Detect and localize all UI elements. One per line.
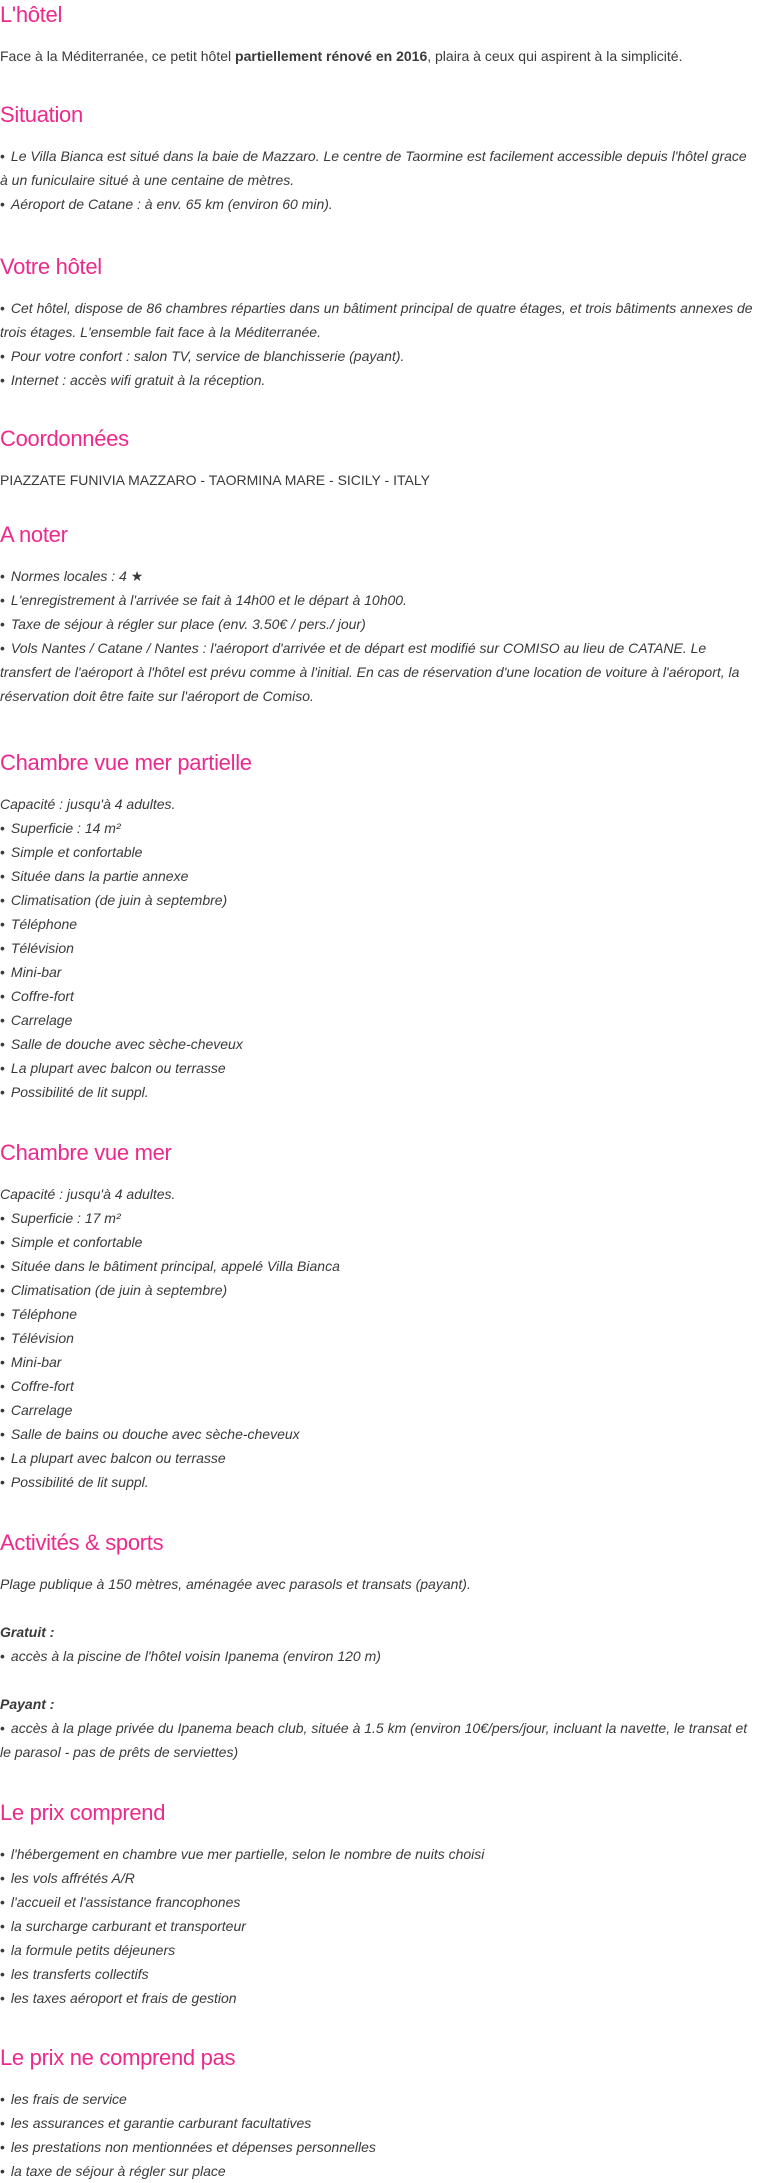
list-item: • Simple et confortable xyxy=(0,1230,758,1254)
list-item: • Possibilité de lit suppl. xyxy=(0,1470,758,1494)
section-title-prix-comprend: Le prix comprend xyxy=(0,1800,166,1825)
list-item: • L'enregistrement à l'arrivée se fait à 14h00 et le départ à 10h00. xyxy=(0,588,758,612)
list-item: • Le Villa Bianca est situé dans la baie de Mazzaro. Le centre de Taormine est facilement accessible depuis l'hôtel grace à un funiculaire situé à une centaine de mètres. xyxy=(0,144,758,192)
section-activites xyxy=(0,1528,758,1798)
list-item: • Salle de bains ou douche avec sèche-cheveux xyxy=(0,1422,758,1446)
list-item: • La plupart avec balcon ou terrasse xyxy=(0,1056,758,1080)
section-title-activites: Activités & sports xyxy=(0,1530,164,1555)
section-prix-ne-comprend-pas xyxy=(0,2043,758,2181)
list-item: • Carrelage xyxy=(0,1398,758,1422)
list-item: • Vols Nantes / Catane / Nantes : l'aéroport d'arrivée et de départ est modifié sur COMISO au lieu de CATANE. Le transfert de l'aéroport à l'hôtel est prévu comme à l'initial. En cas de réservation d'une location de voiture à l'aéroport, la réservation doit être faite sur l'aéroport de Comiso. xyxy=(0,636,758,708)
list-item: • Carrelage xyxy=(0,1008,758,1032)
hotel-intro-bold: partiellement rénové en 2016 xyxy=(235,48,428,64)
section-title-a-noter: A noter xyxy=(0,522,68,547)
section-title-chambre-partielle: Chambre vue mer partielle xyxy=(0,750,252,775)
list-item: • la formule petits déjeuners xyxy=(0,1938,758,1962)
list-item: • les assurances et garantie carburant facultatives xyxy=(0,2111,758,2135)
list-item: • l'accueil et l'assistance francophones xyxy=(0,1890,758,1914)
payant-label: Payant : xyxy=(0,1696,55,1712)
list-item: • Mini-bar xyxy=(0,1350,758,1374)
a-noter-list xyxy=(0,564,758,708)
list-item: • accès à la piscine de l'hôtel voisin Ipanema (environ 120 m) xyxy=(0,1644,758,1668)
list-item: • accès à la plage privée du Ipanema beach club, située à 1.5 km (environ 10€/pers/jour, incluant la navette, le transat et le parasol - pas de prêts de serviettes) xyxy=(0,1716,758,1764)
activites-intro: Plage publique à 150 mètres, aménagée avec parasols et transats (payant). xyxy=(0,1576,471,1592)
room-capacity: Capacité : jusqu'à 4 adultes. xyxy=(0,796,176,812)
list-item: • Téléphone xyxy=(0,1302,758,1326)
list-item: • Internet : accès wifi gratuit à la réception. xyxy=(0,368,758,392)
list-item: • les transferts collectifs xyxy=(0,1962,758,1986)
list-item: • Coffre-fort xyxy=(0,1374,758,1398)
list-item: • Téléphone xyxy=(0,912,758,936)
list-item: • Salle de douche avec sèche-cheveux xyxy=(0,1032,758,1056)
list-item: • Simple et confortable xyxy=(0,840,758,864)
section-title-votre-hotel: Votre hôtel xyxy=(0,254,102,279)
room-features-list xyxy=(0,816,758,1104)
list-item: • les vols affrétés A/R xyxy=(0,1866,758,1890)
list-item: • Possibilité de lit suppl. xyxy=(0,1080,758,1104)
section-a-noter xyxy=(0,520,758,748)
situation-list xyxy=(0,144,758,216)
section-votre-hotel xyxy=(0,252,758,424)
list-item: • Télévision xyxy=(0,936,758,960)
list-item: • Aéroport de Catane : à env. 65 km (environ 60 min). xyxy=(0,192,758,216)
gratuit-label: Gratuit : xyxy=(0,1624,55,1640)
prix-comprend-list xyxy=(0,1842,758,2010)
hotel-intro-part: , plaira à ceux qui aspirent à la simplicité. xyxy=(427,48,683,64)
list-item: • Taxe de séjour à régler sur place (env. 3.50€ / pers./ jour) xyxy=(0,612,758,636)
hotel-intro-part: Face à la Méditerranée, ce petit hôtel xyxy=(0,48,236,64)
list-item: • Normes locales : 4 ★ xyxy=(0,564,758,588)
list-item: • l'hébergement en chambre vue mer partielle, selon le nombre de nuits choisi xyxy=(0,1842,758,1866)
list-item: • les frais de service xyxy=(0,2087,758,2111)
section-situation xyxy=(0,100,758,252)
list-item: • Télévision xyxy=(0,1326,758,1350)
list-item: • Située dans le bâtiment principal, appelé Villa Bianca xyxy=(0,1254,758,1278)
section-title-chambre-mer: Chambre vue mer xyxy=(0,1140,172,1165)
list-item: • Pour votre confort : salon TV, service de blanchisserie (payant). xyxy=(0,344,758,368)
list-item: • les prestations non mentionnées et dépenses personnelles xyxy=(0,2135,758,2159)
prix-ne-comprend-list xyxy=(0,2087,758,2183)
list-item: • Mini-bar xyxy=(0,960,758,984)
hotel-address: PIAZZATE FUNIVIA MAZZARO - TAORMINA MARE - SICILY - ITALY xyxy=(0,472,430,488)
room-features-list xyxy=(0,1206,758,1494)
list-item: • Climatisation (de juin à septembre) xyxy=(0,888,758,912)
list-item: • la surcharge carburant et transporteur xyxy=(0,1914,758,1938)
hotel-intro xyxy=(0,44,758,68)
list-item: • La plupart avec balcon ou terrasse xyxy=(0,1446,758,1470)
list-item: • Superficie : 17 m² xyxy=(0,1206,758,1230)
section-title-hotel: L'hôtel xyxy=(0,2,63,27)
section-hotel xyxy=(0,0,758,100)
votre-hotel-list xyxy=(0,296,758,392)
list-item: • Cet hôtel, dispose de 86 chambres réparties dans un bâtiment principal de quatre étages, et trois bâtiments annexes de trois étages. L'ensemble fait face à la Méditerranée. xyxy=(0,296,758,344)
section-chambre-vue-mer-partielle xyxy=(0,748,758,1138)
room-capacity: Capacité : jusqu'à 4 adultes. xyxy=(0,1186,176,1202)
list-item: • les taxes aéroport et frais de gestion xyxy=(0,1986,758,2010)
list-item: • Climatisation (de juin à septembre) xyxy=(0,1278,758,1302)
section-coordonnees xyxy=(0,424,758,520)
payant-list xyxy=(0,1716,758,1764)
section-title-prix-ne-comprend: Le prix ne comprend pas xyxy=(0,2045,236,2070)
section-title-situation: Situation xyxy=(0,102,83,127)
section-prix-comprend xyxy=(0,1798,758,2043)
list-item: • Superficie : 14 m² xyxy=(0,816,758,840)
section-chambre-vue-mer xyxy=(0,1138,758,1528)
section-title-coordonnees: Coordonnées xyxy=(0,426,129,451)
list-item: • la taxe de séjour à régler sur place xyxy=(0,2159,758,2183)
list-item: • Coffre-fort xyxy=(0,984,758,1008)
list-item: • Située dans la partie annexe xyxy=(0,864,758,888)
gratuit-list xyxy=(0,1644,758,1668)
